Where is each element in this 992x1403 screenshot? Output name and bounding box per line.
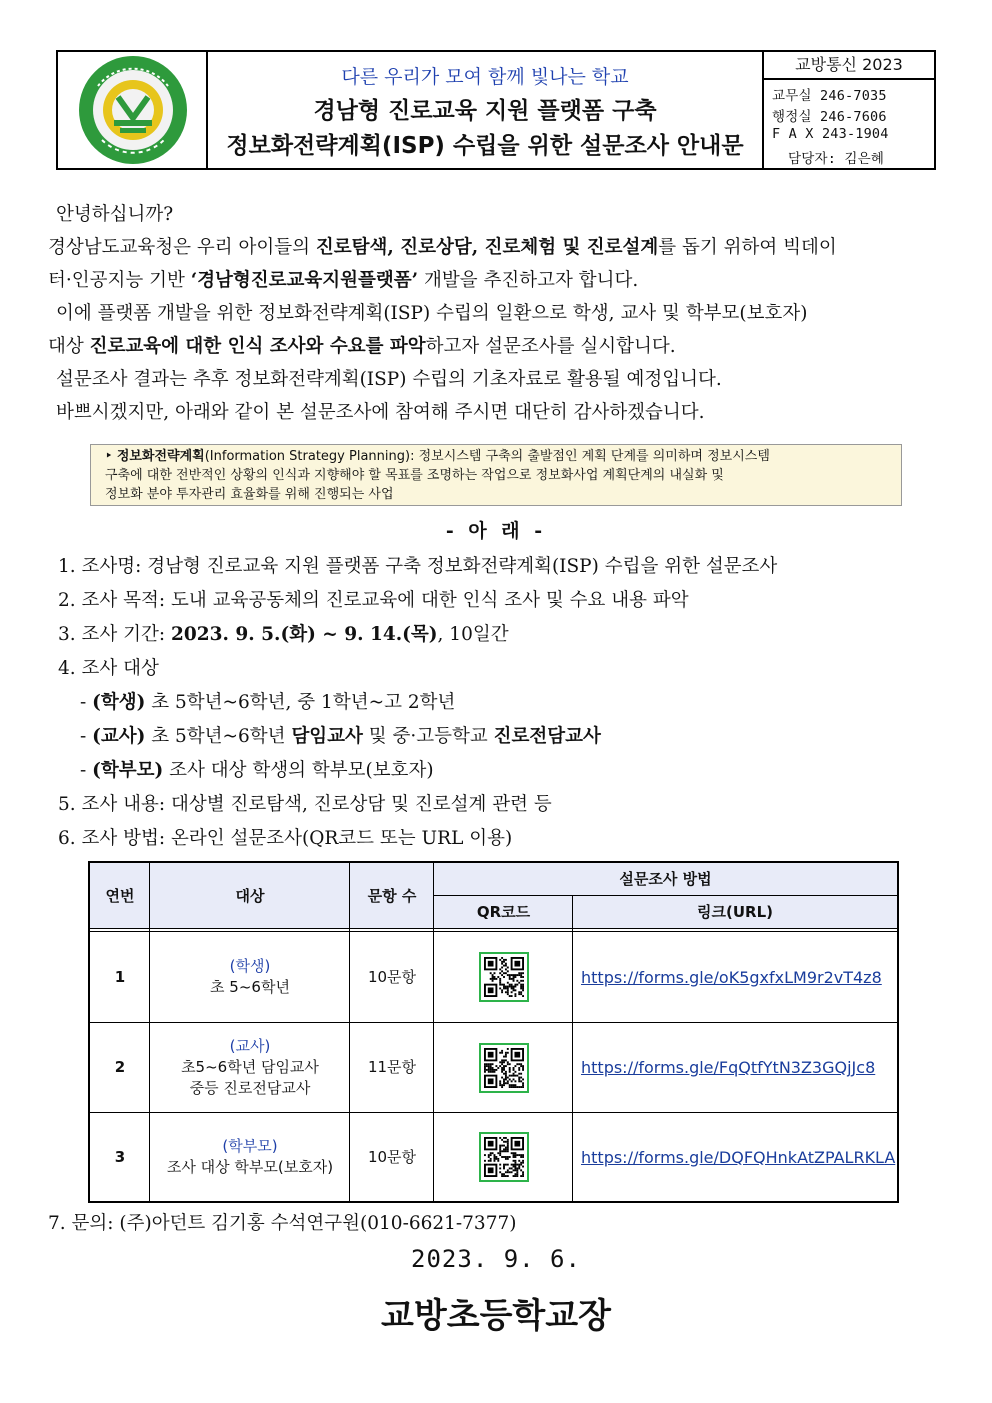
link-cell (573, 1113, 897, 1201)
header-qr: QR코드 (434, 896, 573, 929)
intro-paragraph-line: 바쁘시겠지만, 아래와 같이 본 설문조사에 참여해 주시면 대단히 감사하겠습니다. (56, 402, 705, 423)
survey-table (88, 861, 899, 1203)
target-detail: 초5~6학년 담임교사 (181, 1058, 319, 1076)
item-survey-method: 6. 조사 방법: 온라인 설문조사(QR코드 또는 URL 이용) (58, 828, 513, 849)
target-detail: 초 5~6학년 (210, 978, 290, 996)
header-link: 링크(URL) (573, 896, 897, 929)
row-target (150, 932, 350, 1022)
issue-date: 2023. 9. 6. (411, 1245, 581, 1273)
row-target (150, 1113, 350, 1201)
greeting: 안녕하십니까? (56, 204, 174, 225)
item-survey-target: 4. 조사 대상 (58, 658, 159, 679)
header-method: 설문조사 방법 (434, 863, 897, 896)
row-number: 3 (114, 1147, 126, 1166)
row-questions: 11문항 (367, 1058, 417, 1076)
row-number: 1 (114, 967, 126, 986)
document-title-line2: 정보화전략계획(ISP) 수립을 위한 설문조사 안내문 (226, 133, 744, 159)
survey-link[interactable]: https://forms.gle/DQFQHnkAtZPALRKLA (581, 1147, 896, 1167)
target-group: (학부모) (222, 1137, 278, 1155)
contact-line: 교무실 246-7035 (772, 88, 887, 104)
qr-code-icon[interactable] (479, 952, 529, 1002)
school-slogan: 다른 우리가 모여 함께 빛나는 학교 (341, 66, 629, 88)
qr-cell (434, 1113, 573, 1201)
intro-paragraph-line: 설문조사 결과는 추후 정보화전략계획(ISP) 수립의 기초자료로 활용될 예정입니다. (56, 369, 722, 390)
header-target: 대상 (150, 863, 350, 929)
note-line: ‣ 정보화전략계획(Information Strategy Planning): 정보시스템 구축의 출발점인 계획 단계를 의미하며 정보시스템 (105, 449, 770, 464)
row-target (150, 1023, 350, 1112)
target-detail: 조사 대상 학부모(보호자) (166, 1158, 334, 1176)
contact-line: 행정실 246-7606 (772, 109, 887, 125)
qr-cell (434, 1023, 573, 1112)
target-detail: 중등 진로전담교사 (189, 1079, 311, 1097)
contact-line: 담당자: 김은혜 (788, 151, 885, 167)
note-line: 구축에 대한 전반적인 상황의 인식과 지향해야 할 목표를 조명하는 작업으로 정보화사업 계획단계의 내실화 및 (105, 468, 724, 483)
target-group: (교사) (229, 1037, 271, 1055)
section-heading: - 아 래 - (445, 520, 547, 542)
qr-cell (434, 932, 573, 1022)
isp-definition-note (90, 444, 902, 506)
survey-link[interactable]: https://forms.gle/oK5gxfxLM9r2vT4z8 (581, 967, 882, 987)
title-cell (208, 52, 764, 168)
contact-info-cell (764, 52, 934, 168)
qr-code-icon[interactable] (479, 1132, 529, 1182)
header-questions: 문항 수 (350, 863, 434, 929)
item-survey-period: 3. 조사 기간: 2023. 9. 5.(화) ~ 9. 14.(목), 10일간 (58, 624, 509, 645)
principal-signature: 교방초등학교장 (381, 1296, 611, 1336)
target-parents: - (학부모) 조사 대상 학생의 학부모(보호자) (80, 760, 434, 781)
qr-code-icon[interactable] (479, 1043, 529, 1093)
row-number: 2 (114, 1058, 126, 1076)
bullet-icon: ‣ (105, 449, 117, 464)
intro-paragraph-line: 대상 진로교육에 대한 인식 조사와 수요를 파악하고자 설문조사를 실시합니다. (48, 336, 676, 357)
header-no: 연번 (90, 863, 150, 929)
item-survey-content: 5. 조사 내용: 대상별 진로탐색, 진로상담 및 진로설계 관련 등 (58, 794, 552, 815)
document-title-line1: 경남형 진로교육 지원 플랫폼 구축 (313, 98, 657, 124)
target-teachers: - (교사) 초 5학년~6학년 담임교사 및 중·고등학교 진로전담교사 (80, 726, 601, 747)
school-logo-cell (58, 52, 208, 168)
item-survey-name: 1. 조사명: 경남형 진로교육 지원 플랫폼 구축 정보화전략계획(ISP) 수립을 위한 설문조사 (58, 556, 778, 577)
school-emblem-icon (58, 52, 208, 168)
contact-inquiry: 7. 문의: (주)아던트 김기홍 수석연구원(010-6621-7377) (48, 1213, 517, 1234)
newsletter-label: 교방통신 2023 (764, 52, 934, 80)
note-line: 정보화 분야 투자관리 효율화를 위해 진행되는 사업 (105, 487, 394, 502)
link-cell (573, 932, 897, 1022)
row-questions: 10문항 (367, 967, 417, 986)
header-box (56, 50, 936, 170)
link-cell (573, 1023, 897, 1112)
contact-line: F A X 243-1904 (772, 126, 889, 142)
intro-paragraph-line: 경상남도교육청은 우리 아이들의 진로탐색, 진로상담, 진로체험 및 진로설계를 돕기 위하여 빅데이 (48, 237, 837, 258)
item-survey-purpose: 2. 조사 목적: 도내 교육공동체의 진로교육에 대한 인식 조사 및 수요 내용 파악 (58, 590, 689, 611)
survey-link[interactable]: https://forms.gle/FqQtfYtN3Z3GQjJc8 (581, 1058, 876, 1077)
intro-paragraph-line: 이에 플랫폼 개발을 위한 정보화전략계획(ISP) 수립의 일환으로 학생, 교사 및 학부모(보호자) (56, 303, 808, 324)
target-group: (학생) (229, 957, 271, 975)
target-students: - (학생) 초 5학년~6학년, 중 1학년~고 2학년 (80, 692, 456, 713)
row-questions: 10문항 (367, 1147, 417, 1166)
intro-paragraph-line: 터·인공지능 기반 ‘경남형진로교육지원플랫폼’ 개발을 추진하고자 합니다. (48, 270, 639, 291)
